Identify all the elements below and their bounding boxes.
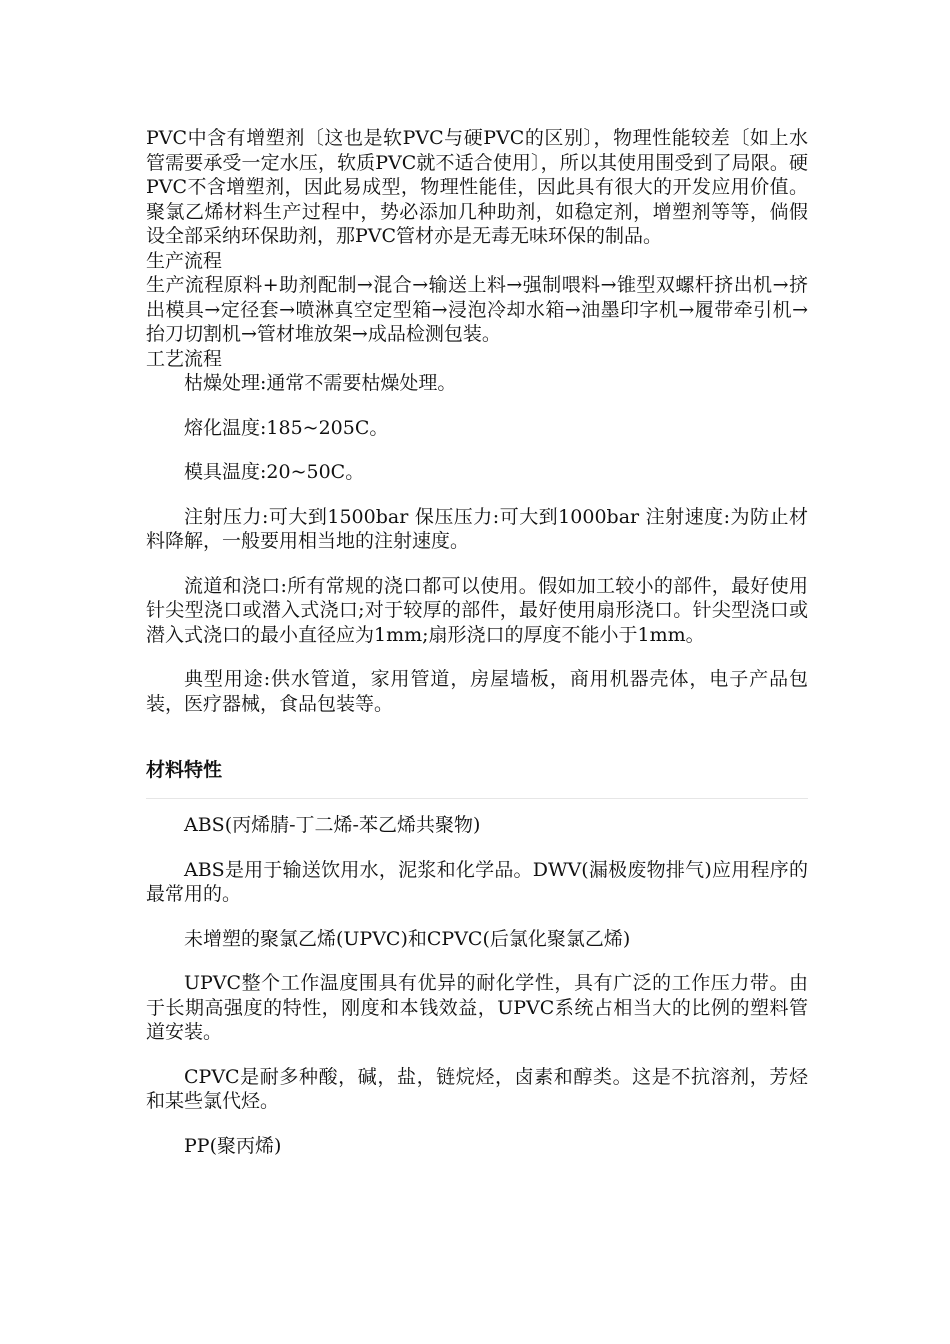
process-label: 工艺流程 [146,347,223,370]
drying-text: 枯燥处理:通常不需要枯燥处理。 [184,372,457,394]
upvc-title: 未增塑的聚氯乙烯(UPVC)和CPVC(后氯化聚氯乙烯) [184,927,631,950]
melt-temp-text: 熔化温度:185~205C。 [184,416,389,439]
gates-text: 流道和浇口:所有常规的浇口都可以使用。假如加工较小的部件，最好使用针尖型浇口或潜入式浇口;对于较厚的部件，最好使用扇形浇口。针尖型浇口或潜入式浇口的最小直径应为1mm;扇形浇口的厚度不能小于1mm。 [146,574,808,646]
intro-paragraph: PVC中含有增塑剂〔这也是软PVC与硬PVC的区别〕，物理性能较差〔如上水管需要承受一定水压，软质PVC就不适合使用〕，所以其使用围受到了局限。硬PVC不含增塑剂，因此易成型，物理性能佳，因此具有很大的开发应用价值。聚氯乙烯材料生产过程中，势必添加几种助剂，如稳定剂，增塑剂等等，倘假设全部采纳环保助剂，那PVC管材亦是无毒无味环保的制品。 [146,127,808,247]
materials-heading: 材料特性 [146,759,223,781]
mold-temp-text: 模具温度:20~50C。 [184,461,365,483]
uses-text: 典型用途:供水管道，家用管道，房屋墙板，商用机器壳体，电子产品包装，医疗器械，食品包装等。 [146,668,808,715]
production-text: 生产流程原料+助剂配制→混合→输送上料→强制喂料→锥型双螺杆挤出机→挤出模具→定径套→喷淋真空定型箱→浸泡冷却水箱→油墨印字机→履带牵引机→抬刀切割机→管材堆放架→成品检测包装。 [146,274,808,345]
production-label: 生产流程 [146,249,223,272]
pp-title: PP(聚丙烯) [184,1134,282,1157]
upvc-text: UPVC整个工作温度围具有优异的耐化学性，具有广泛的工作压力带。由于长期高强度的特性，刚度和本钱效益，UPVC系统占相当大的比例的塑料管道安装。 [146,972,808,1043]
pressure-text: 注射压力:可大到1500bar 保压压力:可大到1000bar 注射速度:为防止材料降解，一般要用相当地的注射速度。 [146,505,808,552]
document-page [146,126,808,1158]
abs-text: ABS是用于输送饮用水，泥浆和化学品。DWV(漏极废物排气)应用程序的最常用的。 [146,858,808,905]
heading-divider [146,798,808,799]
cpvc-text: CPVC是耐多种酸，碱，盐，链烷烃，卤素和醇类。这是不抗溶剂，芳烃和某些氯代烃。 [146,1065,808,1112]
abs-title: ABS(丙烯腈-丁二烯-苯乙烯共聚物) [184,814,481,836]
